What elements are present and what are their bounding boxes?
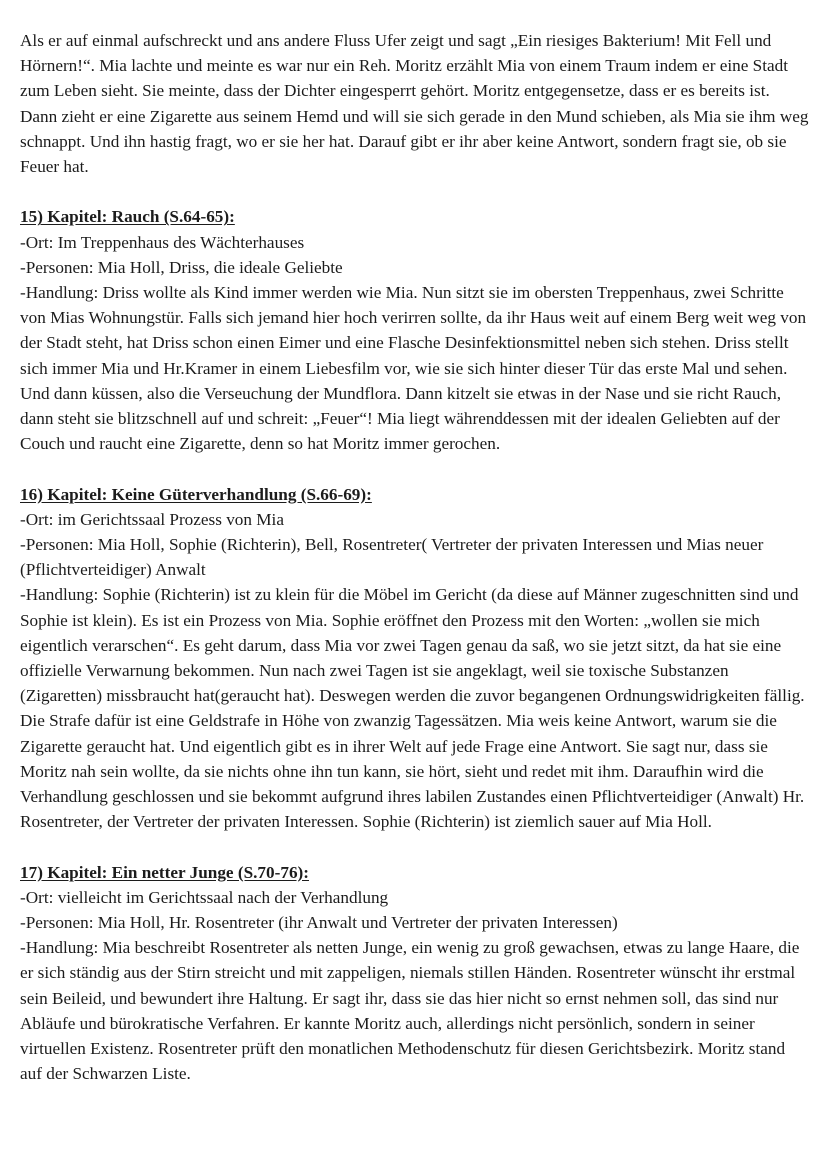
chapter-heading: 16) Kapitel: Keine Güterverhandlung (S.66-69): [20,484,372,504]
chapter-heading: 15) Kapitel: Rauch (S.64-65): [20,207,235,227]
chapter-personen: -Personen: Mia Holl, Hr. Rosentreter (ihr Anwalt und Vertreter der privaten Interessen) [20,913,618,933]
chapter-ort: -Ort: im Gerichtssaal Prozess von Mia [20,509,284,529]
intro-paragraph: Als er auf einmal aufschreckt und ans andere Fluss Ufer zeigt und sagt „Ein riesiges Bakterium! Mit Fell und Hörnern!“. Mia lachte und meinte es war nur ein Reh. Moritz erzählt Mia von einem Traum indem er eine Stadt zum Leben sieht. Sie meinte, dass der Dichter eingesperrt gehört. Moritz entgegensetze, dass er es bereits ist. Dann zieht er eine Zigarette aus seinem Hemd und will sie sich gerade in den Mund schieben, als Mia sie ihm weg schnappt. Und ihn hastig fragt, wo er sie her hat. Darauf gibt er ihr aber keine Antwort, sondern fragt sie, ob sie Feuer hat. [20,31,809,177]
chapter-16 [20,482,810,835]
chapter-personen: -Personen: Mia Holl, Sophie (Richterin), Bell, Rosentreter( Vertreter der privaten Interessen und Mias neuer (Pflichtverteidiger) Anwalt [20,535,764,580]
chapter-ort: -Ort: vielleicht im Gerichtssaal nach der Verhandlung [20,887,389,907]
section-gap [20,179,810,204]
chapter-handlung: -Handlung: Sophie (Richterin) ist zu klein für die Möbel im Gericht (da diese auf Männer zugeschnitten sind und Sophie ist klein). Es ist ein Prozess von Mia. Sophie eröffnet den Prozess mit den Worten: „wollen sie mich eigentlich verarschen“. Es geht darum, dass Mia vor zwei Tagen genau da saß, wo sie jetzt sitzt, da hat sie eine offizielle Verwarnung bekommen. Nun nach zwei Tagen ist sie angeklagt, weil sie toxische Substanzen (Zigaretten) missbraucht hat(geraucht hat). Deswegen werden die zuvor begangenen Ordnungswidrigkeiten fällig. Die Strafe dafür ist eine Geldstrafe in Höhe von zwanzig Tagessätzen. Mia weis keine Antwort, warum sie die Zigarette geraucht hat. Und eigentlich gibt es in ihrer Welt auf jede Frage eine Antwort. Sie sagt nur, dass sie Moritz nah sein wollte, da sie nichts ohne ihn tun kann, sie hört, sieht und redet mit ihm. Daraufhin wird die Verhandlung geschlossen und sie bekommt aufgrund ihres labilen Zustandes einen Pflichtverteidiger (Anwalt) Hr. Rosentreter, der Vertreter der privaten Interessen. Sophie (Richterin) ist ziemlich sauer auf Mia Holl. [20,585,805,832]
chapter-15 [20,204,810,456]
chapter-ort: -Ort: Im Treppenhaus des Wächterhauses [20,232,305,252]
chapter-personen: -Personen: Mia Holl, Driss, die ideale Geliebte [20,257,343,277]
section-gap [20,456,810,481]
section-gap [20,834,810,859]
document-page [20,28,810,1086]
chapter-heading: 17) Kapitel: Ein netter Junge (S.70-76): [20,862,309,882]
chapter-handlung: -Handlung: Driss wollte als Kind immer werden wie Mia. Nun sitzt sie im obersten Treppenhaus, zwei Schritte von Mias Wohnungstür. Falls sich jemand hier hoch verirren sollte, da ihr Haus weit auf einem Berg weit weg von der Stadt steht, hat Driss schon einen Eimer und eine Flasche Desinfektionsmittel neben sich stehen. Driss stellt sich immer Mia und Hr.Kramer in einem Liebesfilm vor, wie sie sich hinter dieser Tür das erste Mal und sehen. Und dann küssen, also die Verseuchung der Mundflora. Dann kitzelt sie etwas in der Nase und sie richt Rauch, dann steht sie blitzschnell auf und schreit: „Feuer“! Mia liegt währenddessen mit der idealen Geliebten auf der Couch und raucht eine Zigarette, denn so hat Moritz immer gerochen. [20,283,807,454]
chapter-17 [20,860,810,1087]
chapter-handlung: -Handlung: Mia beschreibt Rosentreter als netten Junge, ein wenig zu groß gewachsen, etwas zu lange Haare, die er sich ständig aus der Stirn streicht und mit zappeligen, niemals stillen Händen. Rosentreter wünscht ihr erstmal sein Beileid, und bewundert ihre Haltung. Er sagt ihr, dass sie das hier nicht so ernst nehmen soll, das sind nur Abläufe und bürokratische Verfahren. Er kannte Moritz auch, allerdings nicht persönlich, sondern in seiner virtuellen Existenz. Rosentreter prüft den monatlichen Methodenschutz für diesen Gerichtsbezirk. Moritz stand auf der Schwarzen Liste. [20,938,800,1084]
